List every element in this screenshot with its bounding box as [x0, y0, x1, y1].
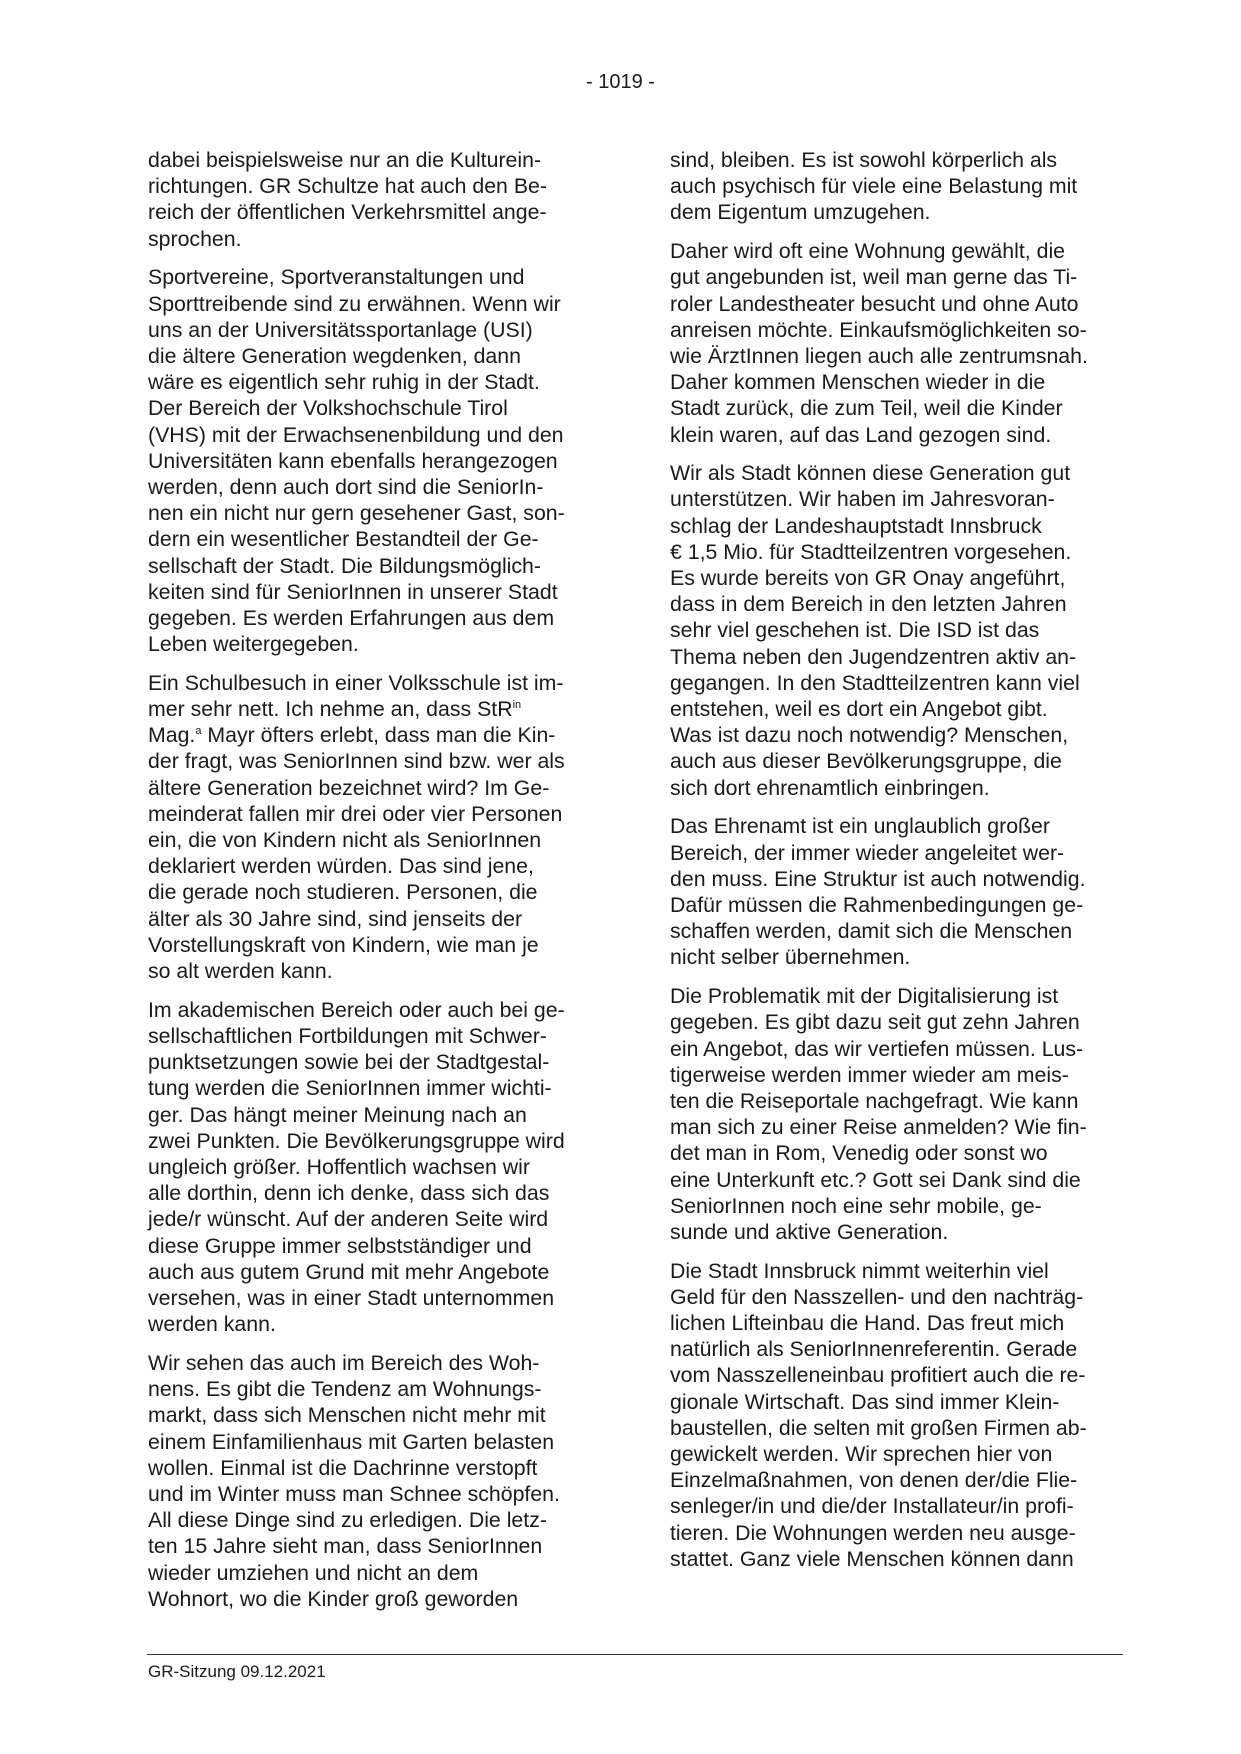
- text-line: Sportvereine, Sportveranstaltungen und: [148, 265, 525, 290]
- text-line: Was ist dazu noch notwendig? Menschen,: [670, 723, 1069, 748]
- text-line: Ein Schulbesuch in einer Volksschule ist im-: [148, 670, 564, 695]
- text-line: dem Eigentum umzugehen.: [670, 200, 931, 225]
- text-line: wieder umziehen und nicht an dem: [148, 1560, 479, 1585]
- text-line: ger. Das hängt meiner Meinung nach an: [148, 1102, 527, 1127]
- paragraph: [148, 147, 600, 252]
- text-line: Sporttreibende sind zu erwähnen. Wenn wir: [148, 291, 561, 316]
- text-line: mer sehr nett. Ich nehme an, dass StR$^{in}$: [148, 697, 522, 722]
- text-line: schaffen werden, damit sich die Menschen: [670, 919, 1073, 944]
- text-line: Wir als Stadt können diese Generation gut: [670, 461, 1071, 486]
- text-line: Universitäten kann ebenfalls herangezogen: [148, 448, 558, 473]
- text-line: gegangen. In den Stadtteilzentren kann viel: [670, 670, 1080, 695]
- footer-session-date: GR-Sitzung 09.12.2021: [148, 1662, 326, 1681]
- text-line: wie ÄrztInnen liegen auch alle zentrumsnah.: [670, 343, 1088, 368]
- text-line: werden, denn auch dort sind die SeniorIn-: [148, 474, 544, 499]
- text-line: sellschaftlichen Fortbildungen mit Schwer-: [148, 1024, 547, 1048]
- text-line: baustellen, die selten mit großen Firmen ab-: [670, 1415, 1087, 1440]
- text-line: All diese Dinge sind zu erledigen. Die letz-: [148, 1508, 547, 1533]
- text-line: roler Landestheater besucht und ohne Auto: [670, 291, 1079, 316]
- text-line: eine Unterkunft etc.? Gott sei Dank sind die: [670, 1167, 1081, 1192]
- text-line: anreisen möchte. Einkaufsmöglichkeiten so-: [670, 317, 1087, 342]
- text-line: sprochen.: [148, 226, 242, 251]
- text-line: ein Angebot, das wir vertiefen müssen. Lus-: [670, 1036, 1084, 1061]
- text-line: natürlich als SeniorInnenreferentin. Gerade: [670, 1337, 1078, 1362]
- text-line: € 1,5 Mio. für Stadtteilzentren vorgesehen.: [670, 539, 1072, 564]
- text-line: ten die Reiseportale nachgefragt. Wie kann: [670, 1088, 1079, 1113]
- text-line: Bereich, der immer wieder angeleitet wer-: [670, 840, 1065, 865]
- text-line: nen ein nicht nur gern gesehener Gast, son-: [148, 501, 565, 526]
- text-line: vom Nasszelleneinbau profitiert auch die re-: [670, 1363, 1086, 1388]
- text-line: der fragt, was SeniorInnen sind bzw. wer als: [148, 749, 565, 774]
- text-line: Es wurde bereits von GR Onay angeführt,: [670, 566, 1066, 591]
- text-line: dabei beispielsweise nur an die Kulturein-: [148, 148, 542, 172]
- paragraph: [670, 238, 1122, 448]
- text-line: wäre es eigentlich sehr ruhig in der Stadt.: [148, 370, 540, 395]
- left-column: [148, 147, 600, 1624]
- text-line: (VHS) mit der Erwachsenenbildung und den: [148, 422, 564, 447]
- text-line: klein waren, auf das Land gezogen sind.: [670, 422, 1052, 447]
- text-line: jede/r wünscht. Auf der anderen Seite wird: [148, 1207, 549, 1232]
- text-line: gut angebunden ist, weil man gerne das Ti-: [670, 265, 1078, 290]
- page-number: - 1019 -: [586, 71, 655, 93]
- text-line: auch psychisch für viele eine Belastung mit: [670, 174, 1078, 199]
- text-line: Wir sehen das auch im Bereich des Woh-: [148, 1350, 540, 1375]
- text-line: alle dorthin, denn ich denke, dass sich das: [148, 1181, 550, 1206]
- text-line: lichen Lifteinbau die Hand. Das freut mich: [670, 1311, 1065, 1336]
- text-line: deklariert werden würden. Das sind jene,: [148, 854, 534, 879]
- text-line: ten 15 Jahre sieht man, dass SeniorInnen: [148, 1534, 543, 1559]
- text-line: wollen. Einmal ist die Dachrinne verstopft: [148, 1455, 538, 1480]
- text-line: punktsetzungen sowie bei der Stadtgestal-: [148, 1050, 550, 1075]
- text-line: meinderat fallen mir drei oder vier Personen: [148, 801, 563, 826]
- paragraph: [670, 1258, 1122, 1572]
- text-line: Daher wird oft eine Wohnung gewählt, die: [670, 239, 1066, 264]
- text-line: den muss. Eine Struktur ist auch notwendig.: [670, 866, 1086, 891]
- text-line: stattet. Ganz viele Menschen können dann: [670, 1546, 1074, 1571]
- text-line: unterstützen. Wir haben im Jahresvoran-: [670, 487, 1055, 512]
- paragraph: [148, 997, 600, 1338]
- text-line: tigerweise werden immer wieder am meis-: [670, 1062, 1069, 1087]
- text-line: auch aus dieser Bevölkerungsgruppe, die: [670, 749, 1062, 774]
- text-line: SeniorInnen noch eine sehr mobile, ge-: [670, 1193, 1042, 1218]
- text-line: schlag der Landeshauptstadt Innsbruck: [670, 513, 1042, 538]
- text-line: Die Problematik mit der Digitalisierung ist: [670, 984, 1059, 1009]
- paragraph: [670, 147, 1122, 226]
- text-line: dass in dem Bereich in den letzten Jahren: [670, 592, 1067, 617]
- paragraph: [148, 264, 600, 657]
- text-line: diese Gruppe immer selbstständiger und: [148, 1233, 532, 1258]
- text-line: markt, dass sich Menschen nicht mehr mit: [148, 1403, 546, 1428]
- text-line: werden kann.: [148, 1312, 276, 1337]
- text-line: Im akademischen Bereich oder auch bei ge-: [148, 997, 565, 1022]
- text-line: entstehen, weil es dort ein Angebot gibt.: [670, 697, 1048, 722]
- paragraph: [148, 670, 600, 984]
- text-line: Dafür müssen die Rahmenbedingungen ge-: [670, 892, 1084, 917]
- text-line: ein, die von Kindern nicht als SeniorInnen: [148, 828, 542, 853]
- text-line: gionale Wirtschaft. Das sind immer Klein-: [670, 1389, 1060, 1414]
- paragraph: [670, 813, 1122, 970]
- text-line: nicht selber übernehmen.: [670, 945, 911, 970]
- text-line: Mag.$^a$ Mayr öfters erlebt, dass man die Kin-: [148, 723, 556, 748]
- superscript-a: a: [195, 725, 202, 738]
- text-line: Geld für den Nasszellen- und den nachträg-: [670, 1284, 1084, 1309]
- text-line: die gerade noch studieren. Personen, die: [148, 880, 538, 905]
- text-line: sehr viel geschehen ist. Die ISD ist das: [670, 618, 1040, 643]
- paragraph: [670, 983, 1122, 1245]
- text-line: zwei Punkten. Die Bevölkerungsgruppe wird: [148, 1128, 565, 1153]
- text-line: versehen, was in einer Stadt unternommen: [148, 1286, 555, 1311]
- text-line: richtungen. GR Schultze hat auch den Be-: [148, 174, 547, 199]
- right-column: [670, 147, 1122, 1585]
- text-line: nens. Es gibt die Tendenz am Wohnungs-: [148, 1377, 542, 1402]
- text-line: sellschaft der Stadt. Die Bildungsmöglich-: [148, 553, 541, 578]
- text-line: Leben weitergegeben.: [148, 632, 359, 657]
- paragraph: [148, 1350, 600, 1612]
- superscript-in: in: [512, 699, 522, 712]
- text-line: senleger/in und die/der Installateur/in profi-: [670, 1494, 1074, 1519]
- text-line: und im Winter muss man Schnee schöpfen.: [148, 1481, 560, 1506]
- text-line: Thema neben den Jugendzentren aktiv an-: [670, 644, 1077, 669]
- text-line: dern ein wesentlicher Bestandteil der Ge-: [148, 527, 539, 552]
- text-line: Stadt zurück, die zum Teil, weil die Kinder: [670, 396, 1063, 421]
- text-line: tung werden die SeniorInnen immer wichti-: [148, 1076, 552, 1101]
- text-line: man sich zu einer Reise anmelden? Wie fin-: [670, 1115, 1087, 1140]
- text-line: sich dort ehrenamtlich einbringen.: [670, 775, 990, 800]
- text-line: ungleich größer. Hoffentlich wachsen wir: [148, 1155, 530, 1180]
- text-line: uns an der Universitätssportanlage (USI): [148, 317, 533, 342]
- text-line: gegeben. Es werden Erfahrungen aus dem: [148, 605, 555, 630]
- text-line: Das Ehrenamt ist ein unglaublich großer: [670, 814, 1050, 839]
- text-line: keiten sind für SeniorInnen in unserer Stadt: [148, 579, 558, 604]
- footer-divider: [147, 1654, 1123, 1655]
- text-line: gewickelt werden. Wir sprechen hier von: [670, 1442, 1053, 1467]
- text-line: reich der öffentlichen Verkehrsmittel ange-: [148, 200, 547, 225]
- text-line: einem Einfamilienhaus mit Garten belasten: [148, 1429, 555, 1454]
- paragraph: [670, 460, 1122, 801]
- text-line: Daher kommen Menschen wieder in die: [670, 370, 1046, 395]
- text-line: Der Bereich der Volkshochschule Tirol: [148, 396, 508, 421]
- text-line: sind, bleiben. Es ist sowohl körperlich als: [670, 148, 1058, 172]
- text-line: Die Stadt Innsbruck nimmt weiterhin viel: [670, 1258, 1049, 1283]
- text-line: sunde und aktive Generation.: [670, 1219, 949, 1244]
- text-line: gegeben. Es gibt dazu seit gut zehn Jahren: [670, 1010, 1080, 1035]
- text-line: älter als 30 Jahre sind, sind jenseits der: [148, 906, 523, 931]
- text-line: so alt werden kann.: [148, 959, 333, 984]
- text-line: Wohnort, wo die Kinder groß geworden: [148, 1586, 519, 1611]
- text-line-rest: Mayr öfters erlebt, dass man die Kin-: [201, 723, 556, 748]
- text-line: det man in Rom, Venedig oder sonst wo: [670, 1141, 1048, 1166]
- text-line: tieren. Die Wohnungen werden neu ausge-: [670, 1520, 1076, 1545]
- text-line: die ältere Generation wegdenken, dann: [148, 343, 521, 368]
- text-line: ältere Generation bezeichnet wird? Im Ge-: [148, 775, 550, 800]
- text-line: Einzelmaßnahmen, von denen der/die Flie-: [670, 1468, 1078, 1493]
- text-line: Vorstellungskraft von Kindern, wie man je: [148, 932, 539, 957]
- text-line: auch aus gutem Grund mit mehr Angebote: [148, 1259, 550, 1284]
